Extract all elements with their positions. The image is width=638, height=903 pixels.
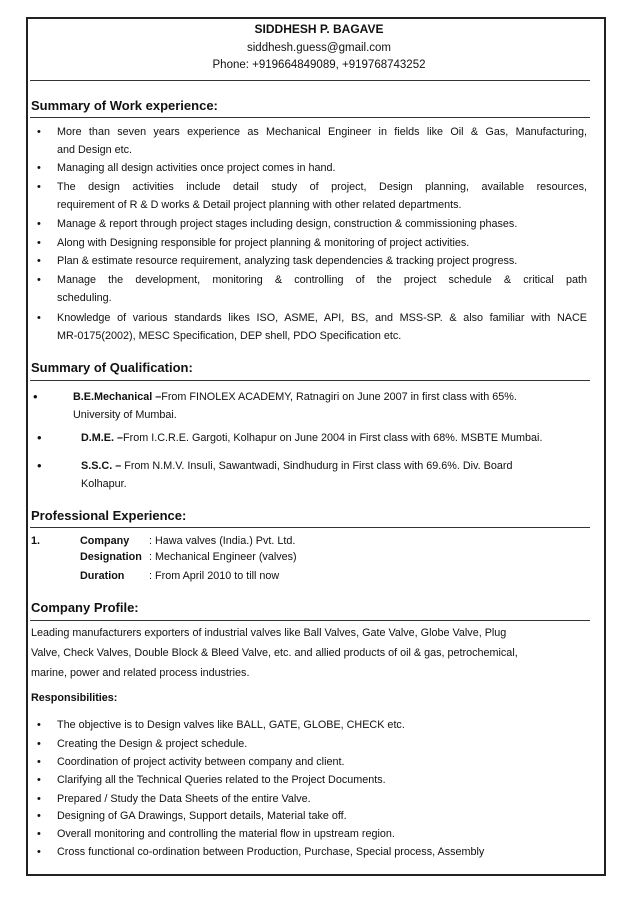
section-title-company-profile: Company Profile: (31, 600, 139, 615)
list-item: • Along with Designing responsible for project planning & monitoring of project activities. (31, 234, 587, 252)
degree-label: B.E.Mechanical – (73, 391, 162, 403)
company-label: Company (80, 535, 130, 547)
list-item: • The design activities include detail study of project, Design planning, available resources, requirement of R & D works & Detail project planning with other related departments. (31, 178, 587, 214)
list-item: • Manage & report through project stages including design, construction & commissioning phases. (31, 215, 587, 233)
bullet-icon: • (37, 774, 41, 786)
bullet-icon: • (37, 756, 41, 768)
bullet-icon: • (37, 312, 41, 324)
section-divider (30, 380, 590, 381)
bullet-icon: • (37, 274, 41, 286)
section-title-experience: Professional Experience: (31, 508, 187, 523)
designation-label: Designation (80, 551, 142, 563)
bullet-icon: • (37, 793, 41, 805)
degree-label: S.S.C. – (81, 460, 122, 472)
resume-header (0, 17, 638, 81)
bullet-icon: • (37, 738, 41, 750)
list-item: • Overall monitoring and controlling the material flow in upstream region. (31, 825, 587, 843)
bullet-icon: • (37, 126, 41, 138)
bullet-icon: • (37, 237, 41, 249)
header-divider (30, 80, 590, 81)
candidate-phone: Phone: +919664849089, +919768743252 (212, 59, 426, 71)
section-title-work-summary: Summary of Work experience: (31, 98, 218, 113)
bullet-icon: • (37, 218, 41, 230)
bullet-icon: • (37, 162, 41, 174)
candidate-email: siddhesh.guess@gmail.com (247, 42, 391, 54)
list-item: • Creating the Design & project schedule. (31, 735, 587, 753)
section-divider (30, 117, 590, 118)
duration-value: : From April 2010 to till now (149, 570, 280, 582)
list-item: • The objective is to Design valves like BALL, GATE, GLOBE, CHECK etc. (31, 716, 587, 734)
experience-number: 1. (31, 535, 41, 547)
list-item: • More than seven years experience as Mechanical Engineer in fields like Oil & Gas, Manufacturing, and Design etc. (31, 123, 587, 159)
duration-label: Duration (80, 570, 125, 582)
bullet-icon: • (37, 719, 41, 731)
company-value: : Hawa valves (India.) Pvt. Ltd. (149, 535, 296, 547)
section-divider (30, 620, 590, 621)
degree-label: D.M.E. – (81, 432, 123, 444)
bullet-icon: • (37, 430, 42, 445)
list-item: • Designing of GA Drawings, Support details, Material take off. (31, 807, 587, 825)
qualification-item: • S.S.C. – From N.M.V. Insuli, Sawantwadi, Sindhudurg in First class with 69.6%. Div. Board Kolhapur. (37, 458, 513, 490)
bullet-icon: • (33, 389, 38, 404)
list-item: • Plan & estimate resource requirement, analyzing task dependencies & tracking project progress. (31, 252, 587, 270)
candidate-name: SIDDHESH P. BAGAVE (254, 22, 384, 36)
qualification-item: • D.M.E. –From I.C.R.E. Gargoti, Kolhapur on June 2004 in First class with 68%. MSBTE Mumbai. (37, 430, 543, 445)
bullet-icon: • (37, 458, 42, 473)
list-item: • Coordination of project activity between company and client. (31, 753, 587, 771)
company-profile-text: Leading manufacturers exporters of industrial valves like Ball Valves, Gate Valve, Globe Valve, Plug Valve, Check Valves, Double Block & Bleed Valve, etc. and allied products of oil & gas, petrochemical, marine, power and related process industries. (31, 627, 518, 679)
bullet-icon: • (37, 181, 41, 193)
section-divider (30, 527, 590, 528)
bullet-icon: • (37, 828, 41, 840)
list-item: • Prepared / Study the Data Sheets of the entire Valve. (31, 790, 587, 808)
section-title-qualification: Summary of Qualification: (31, 360, 193, 375)
bullet-icon: • (37, 810, 41, 822)
list-item: • Clarifying all the Technical Queries related to the Project Documents. (31, 771, 587, 789)
list-item: • Knowledge of various standards likes ISO, ASME, API, BS, and MSS-SP. & also familiar with NACE MR-0175(2002), MESC Specification, DEP shell, PDO Specification etc. (31, 309, 587, 345)
responsibilities-title: Responsibilities: (31, 692, 118, 704)
bullet-icon: • (37, 846, 41, 858)
list-item: • Manage the development, monitoring & controlling of the project schedule & critical path scheduling. (31, 271, 587, 307)
list-item: • Cross functional co-ordination between Production, Purchase, Special process, Assembly (31, 843, 587, 861)
bullet-icon: • (37, 255, 41, 267)
designation-value: : Mechanical Engineer (valves) (149, 551, 297, 563)
qualification-item: • B.E.Mechanical –From FINOLEX ACADEMY, Ratnagiri on June 2007 in first class with 65%. University of Mumbai. (33, 389, 517, 421)
list-item: • Managing all design activities once project comes in hand. (31, 159, 587, 177)
